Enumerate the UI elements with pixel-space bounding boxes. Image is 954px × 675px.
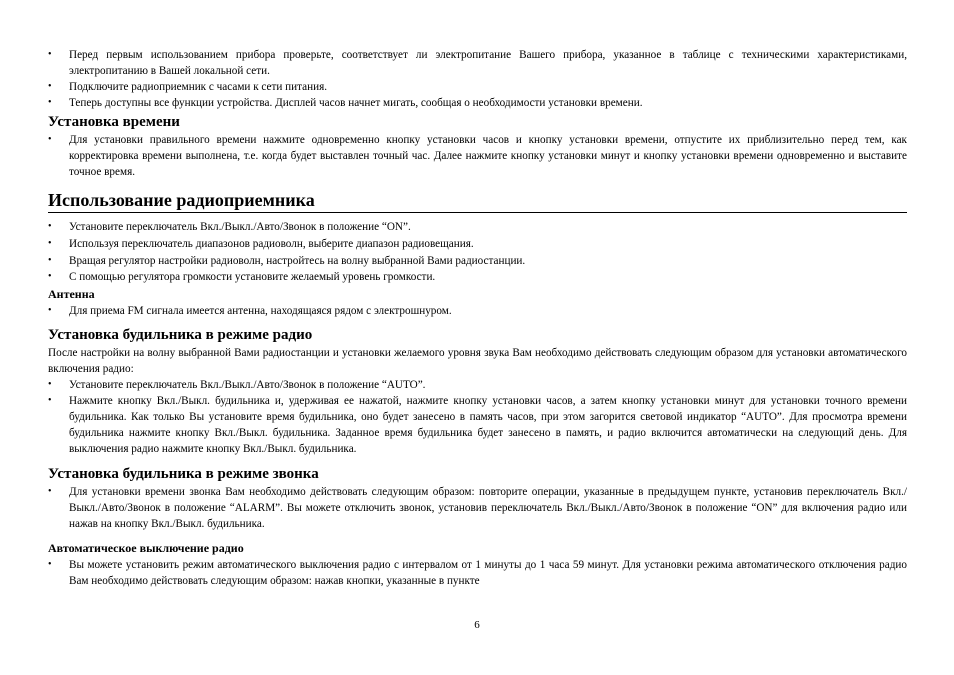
bullet-icon: • (48, 559, 52, 571)
list-item: • С помощью регулятора громкости установите желаемый уровень громкости. (48, 269, 907, 286)
bullet-icon: • (48, 254, 52, 266)
list-item: • Установите переключатель Вкл./Выкл./Авто/Звонок в положение “ON”. (48, 219, 907, 236)
bullet-icon: • (48, 271, 52, 283)
list-item: • Для установки правильного времени нажмите одновременно кнопку установки часов и кнопку установки времени, отпустите их приблизительно перед тем, как корректировка времени выполнена, т.е. когда будет выставлен точный час. Далее нажмите кнопку установки минут и кнопку установки времени одновременно и выставите точное время. (48, 134, 907, 178)
list-item: • Подключите радиоприемник с часами к сети питания. (48, 81, 328, 93)
heading-alarm-buzzer: Установка будильника в режиме звонка (48, 466, 319, 483)
list-item: • Для приема FM сигнала имеется антенна, находящаяся рядом с электрошнуром. (48, 305, 452, 318)
heading-auto-off: Автоматическое выключение радио (48, 541, 244, 556)
bullet-icon: • (48, 237, 52, 249)
heading-time-setup: Установка времени (48, 114, 180, 130)
list-item: • Используя переключатель диапазонов радиоволн, выберите диапазон радиовещания. (48, 236, 907, 253)
list-item: • Вращая регулятор настройки радиоволн, настройтесь на волну выбранной Вами радиостанции. (48, 253, 907, 270)
bullet-icon: • (48, 97, 52, 108)
intro-bullets (48, 47, 907, 111)
bullet-icon: • (48, 221, 52, 232)
bullet-icon: • (48, 134, 52, 145)
bullet-icon: • (48, 49, 52, 60)
list-item: • Нажмите кнопку Вкл./Выкл. будильника и, удерживая ее нажатой, нажмите кнопку установки часов, а затем кнопку установки минут для установки точного времени будильника. Как только Вы установите время будильника, оно будет занесено в память часов, при этом загорится световой индикатор “AUTO”. Для просмотра времени будильника нажмите кнопку Вкл./Выкл. будильника. Заданное время будильника будет занесено в память, и радио включится автоматически на следующий день. Для выключения радио нажмите кнопку Вкл./Выкл. будильника. (48, 395, 907, 456)
list-item: • Теперь доступны все функции устройства. Дисплей часов начнет мигать, сообщая о необходимости установки времени. (48, 97, 643, 109)
list-item: • Вы можете установить режим автоматического выключения радио с интервалом от 1 минуты до 1 часа 59 минут. Для установки режима автоматического отключения радио Вам необходимо действовать следующим образом: нажав кнопки, указанные в пункте (48, 559, 907, 588)
document-page (48, 47, 907, 589)
alarm-radio-intro: После настройки на волну выбранной Вами радиостанции и установки желаемого уровня звука Вам необходимо действовать следующим образом для установки автоматического включения радио: (48, 347, 907, 376)
heading-radio-usage: Использование радиоприемника (48, 188, 907, 213)
page-number: 6 (474, 619, 480, 631)
bullet-icon: • (48, 379, 52, 391)
heading-antenna: Антенна (48, 287, 95, 302)
bullet-icon: • (48, 81, 52, 92)
bullet-icon: • (48, 395, 52, 407)
bullet-icon: • (48, 305, 52, 317)
list-item: • Для установки времени звонка Вам необходимо действовать следующим образом: повторите операции, указанные в предыдущем пункте, установив переключатель Вкл./Выкл./Авто/Звонок в положение “ALARM”. Вы можете отключить звонок, установив переключатель Вкл./Выкл./Авто/Звонок в положение “ON” для включения радио или нажав на кнопку Вкл./Выкл. будильника. (48, 486, 907, 531)
bullet-icon: • (48, 486, 52, 498)
list-item: • Перед первым использованием прибора проверьте, соответствует ли электропитание Вашего прибора, указанное в таблице с техническими характеристиками, электропитанию в Вашей локальной сети. (48, 49, 907, 77)
heading-alarm-radio: Установка будильника в режиме радио (48, 327, 313, 344)
list-item: • Установите переключатель Вкл./Выкл./Авто/Звонок в положение “AUTO”. (48, 379, 426, 392)
